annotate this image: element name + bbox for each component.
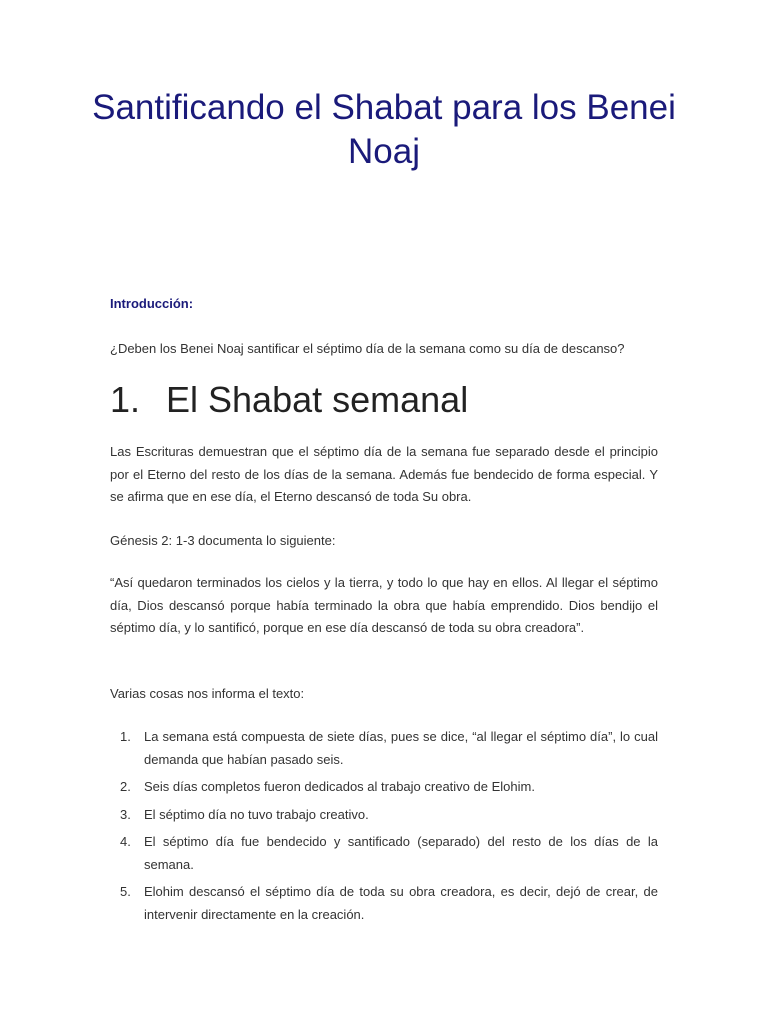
paragraph-scriptures: Las Escrituras demuestran que el séptimo día de la semana fue separado desde el principio por el Eterno del resto de los días de la semana. Además fue bendecido de forma especial. Y se afirma que en ese día, el Eterno descansó de toda Su obra. [110, 444, 658, 504]
list-item [110, 804, 658, 827]
paragraph-text-informs: Varias cosas nos informa el texto: [110, 686, 305, 701]
list-item-number: 5. [120, 884, 131, 899]
intro-question: ¿Deben los Benei Noaj santificar el séptimo día de la semana como su día de descanso? [110, 341, 625, 356]
list-item-text: La semana está compuesta de siete días, pues se dice, “al llegar el séptimo día”, lo cual demanda que habían pasado seis. [144, 729, 658, 767]
paragraph-genesis-quote: “Así quedaron terminados los cielos y la tierra, y todo lo que hay en ellos. Al llegar el séptimo día, Dios descansó porque había terminado la obra que había emprendido. Dios bendijo el séptimo día, y lo santificó, porque en ese día descansó de toda su obra creadora”. [110, 575, 658, 635]
document-title: Santificando el Shabat para los Benei Noaj [92, 88, 676, 171]
list-item-number: 1. [120, 729, 131, 744]
section-number: 1. [110, 379, 141, 420]
list-item [110, 831, 658, 876]
list-item-text: Seis días completos fueron dedicados al trabajo creativo de Elohim. [144, 779, 535, 794]
paragraph-genesis-reference: Génesis 2: 1-3 documenta lo siguiente: [110, 533, 336, 548]
list-item-text: El séptimo día fue bendecido y santificado (separado) del resto de los días de la semana. [144, 834, 658, 872]
list-item-number: 3. [120, 806, 131, 822]
list-item [110, 776, 658, 799]
intro-heading: Introducción: [110, 296, 194, 311]
list-item-text: El séptimo día no tuvo trabajo creativo. [144, 806, 369, 822]
numbered-list [110, 726, 658, 931]
list-item-number: 4. [120, 834, 131, 849]
list-item [110, 726, 658, 771]
list-item [110, 881, 658, 926]
section-heading [110, 377, 468, 423]
list-item-number: 2. [120, 779, 131, 794]
list-item-text: Elohim descansó el séptimo día de toda su obra creadora, es decir, dejó de crear, de intervenir directamente en la creación. [144, 884, 658, 922]
section-title: El Shabat semanal [166, 379, 469, 420]
